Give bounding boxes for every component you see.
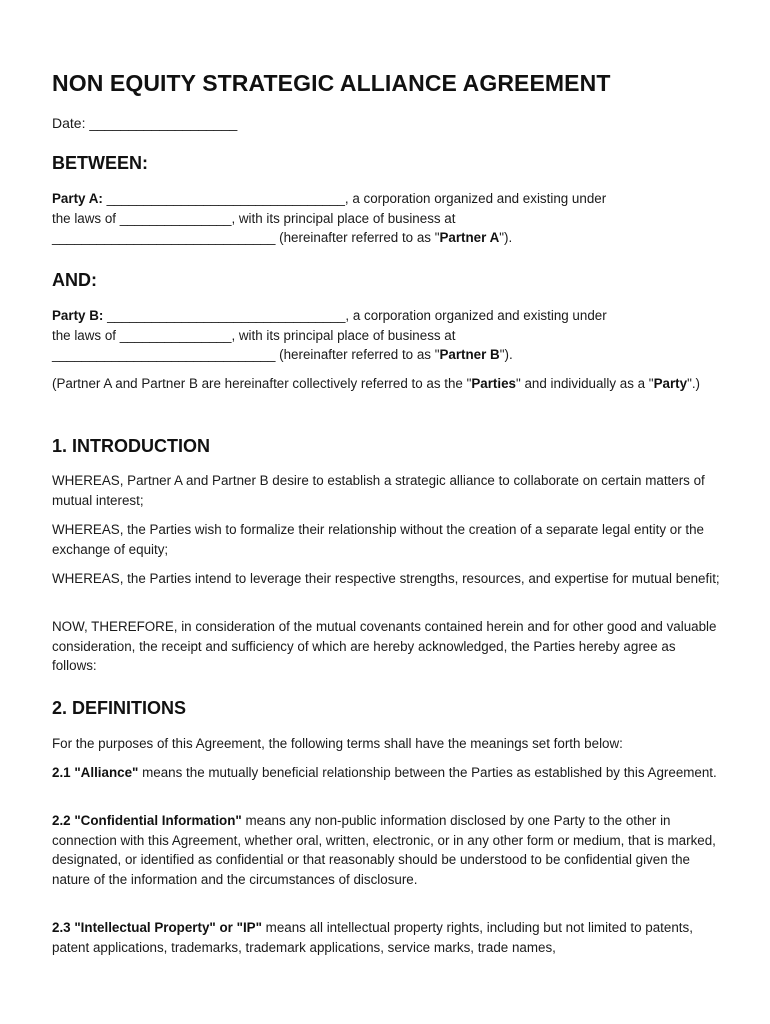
definition-2-3-term: 2.3 "Intellectual Property" or "IP": [52, 920, 262, 935]
definition-2-1: [52, 763, 720, 783]
parties-note: [52, 374, 720, 394]
intro-para-1: WHEREAS, Partner A and Partner B desire to establish a strategic alliance to collaborate on certain matters of mutual interest;: [52, 473, 705, 508]
definition-2-3-text: means all intellectual property rights, including but not limited to patents, patent applications, trademarks, trademark applications, service marks, trade names,: [52, 920, 693, 955]
intro-para-3: WHEREAS, the Parties intend to leverage their respective strengths, resources, and expertise for mutual benefit;: [52, 571, 720, 586]
party-a-label: Party A:: [52, 191, 103, 206]
and-heading: AND:: [52, 270, 97, 290]
party-a-paragraph: [52, 189, 720, 248]
definition-2-1-text: means the mutually beneficial relationship between the Parties as established by this Agreement.: [138, 765, 717, 780]
parties-note-pre: (Partner A and Partner B are hereinafter collectively referred to as the ": [52, 376, 472, 391]
party-a-line3: ______________________________ (hereinafter referred to as ": [52, 230, 440, 246]
party-a-line2: the laws of _______________, with its principal place of business at: [52, 210, 456, 226]
party-b-line3-end: ").: [499, 347, 513, 363]
party-a-line3-end: ").: [499, 230, 513, 246]
partner-a-term: Partner A: [439, 230, 500, 246]
party-b-label: Party B:: [52, 308, 104, 323]
date-line: Date: ___________________: [52, 115, 238, 131]
document-title: NON EQUITY STRATEGIC ALLIANCE AGREEMENT: [52, 70, 611, 96]
parties-note-post: ".): [687, 376, 700, 391]
parties-term: Parties: [471, 376, 517, 391]
definition-2-2: [52, 811, 720, 889]
party-b-line3: ______________________________ (hereinafter referred to as ": [52, 347, 440, 363]
intro-para-4: NOW, THEREFORE, in consideration of the mutual covenants contained herein and for other good and valuable consideration, the receipt and sufficiency of which are hereby acknowledged, the Parties hereby agree as follows:: [52, 619, 717, 674]
section-2-heading: 2. DEFINITIONS: [52, 698, 187, 718]
party-b-line2: the laws of _______________, with its principal place of business at: [52, 327, 456, 343]
party-b-line1: ________________________________, a corporation organized and existing under: [103, 308, 607, 323]
party-a-line1: ________________________________, a corporation organized and existing under: [102, 191, 607, 206]
definition-2-2-text: means any non-public information disclosed by one Party to the other in connection with this Agreement, whether oral, written, electronic, or in any other form or medium, that is marked, designated, or identified as confidential or that reasonably should be understood to be confidential given the nature of the information and the circumstances of disclosure.: [52, 813, 716, 887]
party-b-paragraph: [52, 306, 720, 365]
definitions-intro: For the purposes of this Agreement, the following terms shall have the meanings set forth below:: [52, 736, 623, 751]
between-heading: BETWEEN:: [52, 153, 148, 173]
partner-b-term: Partner B: [439, 347, 500, 363]
definition-2-1-term: 2.1 "Alliance": [52, 765, 139, 780]
parties-note-mid: " and individually as a ": [516, 376, 654, 391]
section-1-heading: 1. INTRODUCTION: [52, 436, 211, 456]
definition-2-3: [52, 918, 720, 957]
party-term: Party: [653, 376, 688, 391]
definition-2-2-term: 2.2 "Confidential Information": [52, 813, 242, 828]
intro-para-2: WHEREAS, the Parties wish to formalize their relationship without the creation of a separate legal entity or the exchange of equity;: [52, 522, 704, 557]
